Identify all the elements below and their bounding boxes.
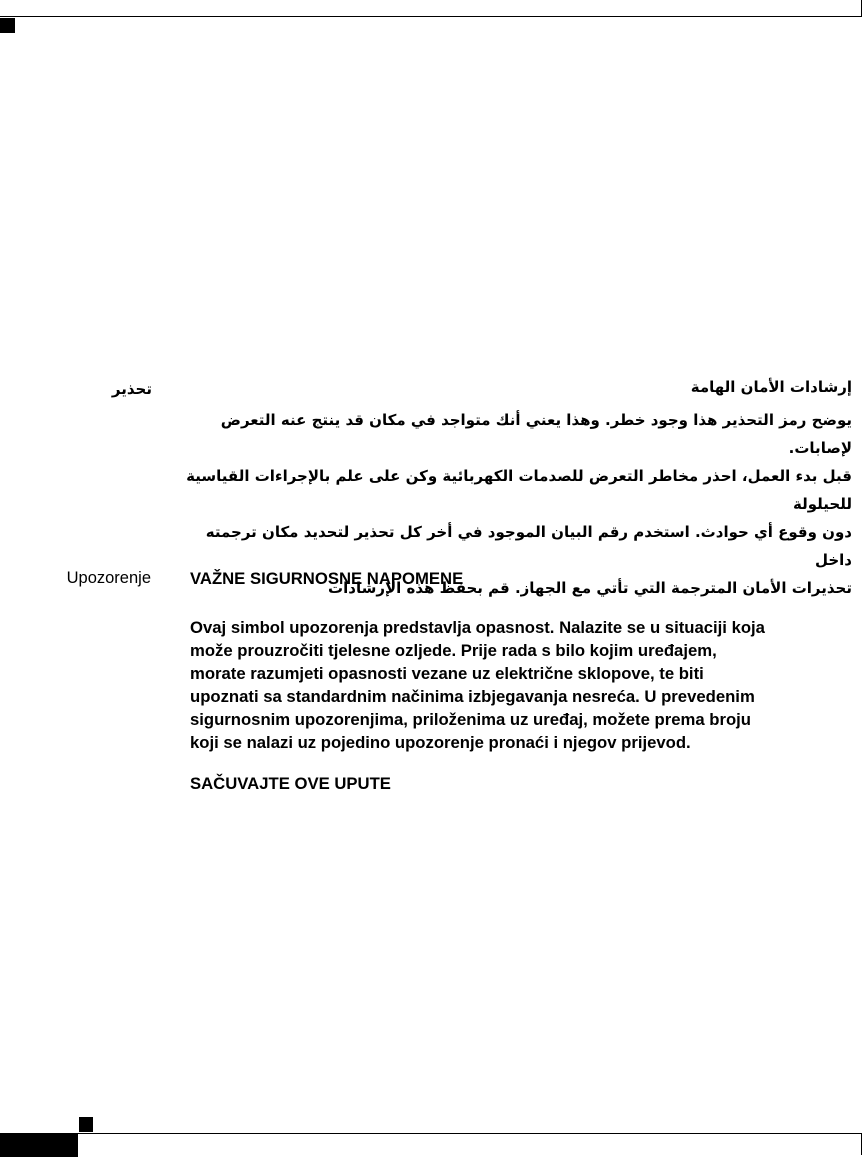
footer-rule <box>0 1133 862 1134</box>
croatian-line: Ovaj simbol upozorenja predstavlja opasnost. Nalazite se u situaciji koja <box>190 618 765 637</box>
arabic-line: قبل بدء العمل، احذر مخاطر التعرض للصدمات الكهربائية وكن على علم بالإجراءات القياسية للحيلولة <box>186 467 852 513</box>
croatian-warning-paragraph <box>190 616 852 754</box>
arabic-line: تحذيرات الأمان المترجمة التي تأتي مع الجهاز. قم بحفظ هذه الإرشادات <box>328 579 852 597</box>
footer-corner-tick <box>861 1133 862 1155</box>
croatian-warning-text <box>190 569 852 794</box>
footer-page-tab <box>0 1133 78 1157</box>
croatian-line: može prouzročiti tjelesne ozljede. Prije rada s bilo kojim uređajem, <box>190 641 717 660</box>
croatian-line: koji se nalazi uz pojedino upozorenje pronaći i njegov prijevod. <box>190 733 691 752</box>
header-corner-tick <box>861 0 862 17</box>
croatian-line: upoznati sa standardnim načinima izbjegavanja nesreća. U prevedenim <box>190 687 755 706</box>
croatian-line: morate razumjeti opasnosti vezane uz električne sklopove, te biti <box>190 664 704 683</box>
arabic-line: دون وقوع أي حوادث. استخدم رقم البيان الموجود في أخر كل تحذير لتحديد مكان ترجمته داخل <box>205 523 852 569</box>
croatian-warning-heading: VAŽNE SIGURNOSNE NAPOMENE <box>190 569 464 588</box>
arabic-warning-label: تحذير <box>111 380 152 398</box>
croatian-line: sigurnosnim upozorenjima, priloženima uz uređaj, možete prema broju <box>190 710 751 729</box>
croatian-warning-label: Upozorenje <box>66 569 151 587</box>
arabic-warning-heading: إرشادات الأمان الهامة <box>690 378 852 396</box>
footer-square <box>79 1117 93 1132</box>
arabic-line: يوضح رمز التحذير هذا وجود خطر. وهذا يعني أنك متواجد في مكان قد ينتج عنه التعرض لإصابات. <box>220 411 852 457</box>
header-corner-square <box>0 18 15 33</box>
croatian-save-instructions: SAČUVAJTE OVE UPUTE <box>190 774 391 793</box>
header-rule <box>0 16 862 17</box>
